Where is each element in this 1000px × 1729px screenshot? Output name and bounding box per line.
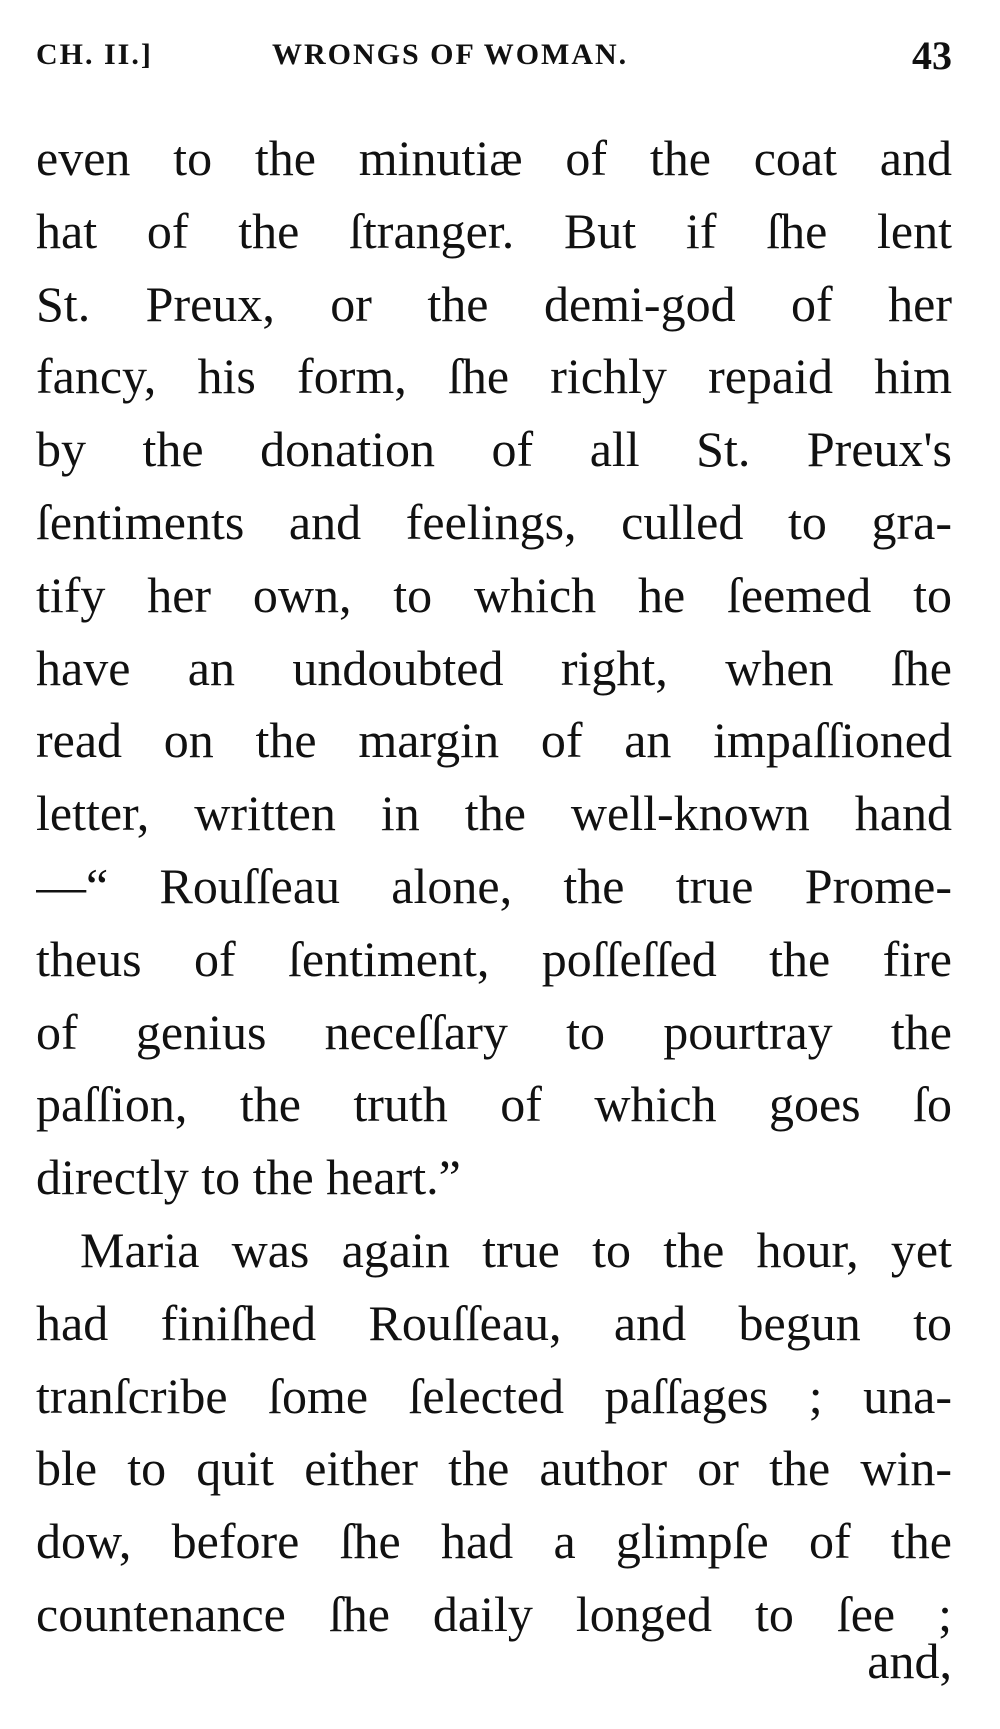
text-line: of genius neceſſary to pourtray the <box>36 1003 952 1060</box>
text-line: ble to quit either the author or the win- <box>36 1440 952 1497</box>
text-line: tranſcribe ſome ſelected paſſages ; una- <box>36 1367 952 1424</box>
text-line: theus of ſentiment, poſſeſſed the fire <box>36 930 952 987</box>
text-line: hat of the ſtranger. But if ſhe lent <box>36 202 952 259</box>
text-line: —“ Rouſſeau alone, the true Prome- <box>36 857 952 914</box>
catchword: and, <box>867 1633 952 1689</box>
text-line: dow, before ſhe had a glimpſe of the <box>36 1513 952 1570</box>
text-line: have an undoubted right, when ſhe <box>36 639 952 696</box>
text-line: read on the margin of an impaſſioned <box>36 712 952 769</box>
text-line: by the donation of all St. Preux's <box>36 421 952 478</box>
text-line: even to the minutiæ of the coat and <box>36 130 952 186</box>
running-title: WRONGS OF WOMAN. <box>272 38 629 71</box>
text-line: paſſion, the truth of which goes ſo <box>36 1076 952 1133</box>
text-line: countenance ſhe daily longed to ſee ; <box>36 1585 952 1642</box>
text-line: tify her own, to which he ſeemed to <box>36 566 952 623</box>
text-line: fancy, his form, ſhe richly repaid him <box>36 348 952 405</box>
page-number: 43 <box>912 33 952 78</box>
text-line: letter, written in the well-known hand <box>36 785 952 842</box>
paragraph-end-line: directly to the heart.” <box>36 1149 461 1206</box>
paragraph-start-line: Maria was again true to the hour, yet <box>80 1221 952 1278</box>
running-head <box>36 32 952 82</box>
chapter-label: CH. II.] <box>36 38 153 71</box>
body-text <box>36 122 952 1651</box>
text-line: had finiſhed Rouſſeau, and begun to <box>36 1294 952 1351</box>
text-line: ſentiments and feelings, culled to gra- <box>36 493 952 550</box>
text-line: St. Preux, or the demi-god of her <box>36 275 952 332</box>
